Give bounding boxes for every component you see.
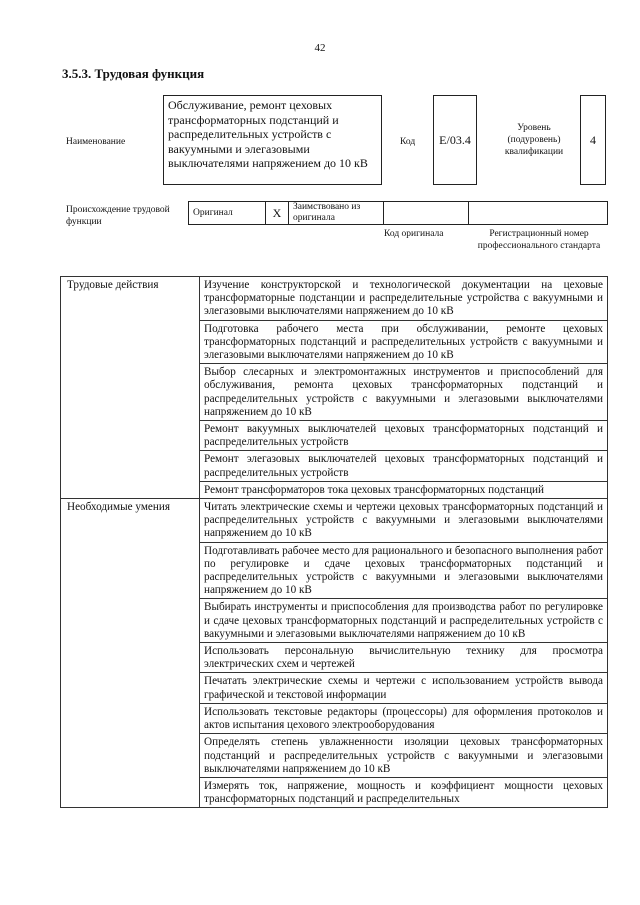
function-details-table bbox=[60, 276, 608, 808]
function-name-box: Обслуживание, ремонт цеховых трансформаторных подстанций и распределительных устройств с вакуумными и элегазовыми выключателями напряжением до 10 кВ bbox=[163, 95, 382, 185]
group-item: Измерять ток, напряжение, мощность и коэффициент мощности цеховых трансформаторных подстанций и распределительных bbox=[200, 777, 608, 807]
group-title: Необходимые умения bbox=[61, 499, 200, 808]
origin-borrowed-label: Заимствовано из оригинала bbox=[289, 202, 384, 225]
origin-reg-cell bbox=[469, 202, 608, 225]
group-item: Использовать текстовые редакторы (процессоры) для оформления протоколов и актов испытания цехового электрооборудования bbox=[200, 703, 608, 733]
code-value-box: E/03.4 bbox=[433, 95, 477, 185]
name-label: Наименование bbox=[66, 137, 126, 147]
table-row bbox=[61, 277, 608, 321]
group-item: Подготовка рабочего места при обслуживании, ремонте цеховых трансформаторных подстанций и распределительных устройств с вакуумными и элегазовыми выключателями напряжением до 10 кВ bbox=[200, 320, 608, 364]
level-value-box: 4 bbox=[580, 95, 606, 185]
reg-number-caption: Регистрационный номер профессионального стандарта bbox=[477, 229, 601, 251]
table-row bbox=[61, 499, 608, 543]
page-number: 42 bbox=[314, 42, 326, 54]
level-label: Уровень (подуровень) квалификации bbox=[504, 123, 564, 157]
group-item: Определять степень увлажненности изоляции цеховых трансформаторных подстанций и распределительных устройств с вакуумными и элегазовыми выключателями напряжением до 10 кВ bbox=[200, 734, 608, 778]
group-item: Выбирать инструменты и приспособления для производства работ по регулировке и сдаче цеховых трансформаторных подстанций и распределительных устройств с вакуумными и элегазовыми выключателями напряжением до 10 кВ bbox=[200, 599, 608, 643]
origin-original-mark: X bbox=[266, 202, 289, 225]
group-item: Ремонт вакуумных выключателей цеховых трансформаторных подстанций и распределительных устройств bbox=[200, 421, 608, 451]
origin-table bbox=[188, 201, 608, 225]
group-title: Трудовые действия bbox=[61, 277, 200, 499]
group-item: Печатать электрические схемы и чертежи с использованием устройств вывода графической и текстовой информации bbox=[200, 673, 608, 703]
group-item: Ремонт трансформаторов тока цеховых трансформаторных подстанций bbox=[200, 481, 608, 498]
code-original-caption: Код оригинала bbox=[384, 229, 444, 239]
origin-label: Происхождение трудовой функции bbox=[66, 205, 170, 227]
group-item: Ремонт элегазовых выключателей цеховых трансформаторных подстанций и распределительных устройств bbox=[200, 451, 608, 481]
group-item: Подготавливать рабочее место для рационального и безопасного выполнения работ по регулировке и сдаче цеховых трансформаторных подстанций и распределительных устройств с вакуумными и элегазовыми выключателями напряжением до 10 кВ bbox=[200, 542, 608, 599]
group-item: Использовать персональную вычислительную технику для просмотра электрических схем и чертежей bbox=[200, 643, 608, 673]
origin-code-cell bbox=[384, 202, 469, 225]
group-item: Выбор слесарных и электромонтажных инструментов и приспособлений для обслуживания, ремонта цеховых трансформаторных подстанций и распределительных устройств с вакуумными и элегазовыми выключателями напряжением до 10 кВ bbox=[200, 364, 608, 421]
group-item: Читать электрические схемы и чертежи цеховых трансформаторных подстанций и распределительных устройств с вакуумными и элегазовыми выключателями напряжением до 10 кВ bbox=[200, 499, 608, 543]
group-item: Изучение конструкторской и технологической документации на цеховые трансформаторные подстанции и распределительные устройства с вакуумными и элегазовыми выключателями напряжением до 10 кВ bbox=[200, 277, 608, 321]
section-title: 3.5.3. Трудовая функция bbox=[62, 66, 205, 81]
origin-original-label: Оригинал bbox=[189, 202, 266, 225]
code-label: Код bbox=[400, 137, 416, 147]
